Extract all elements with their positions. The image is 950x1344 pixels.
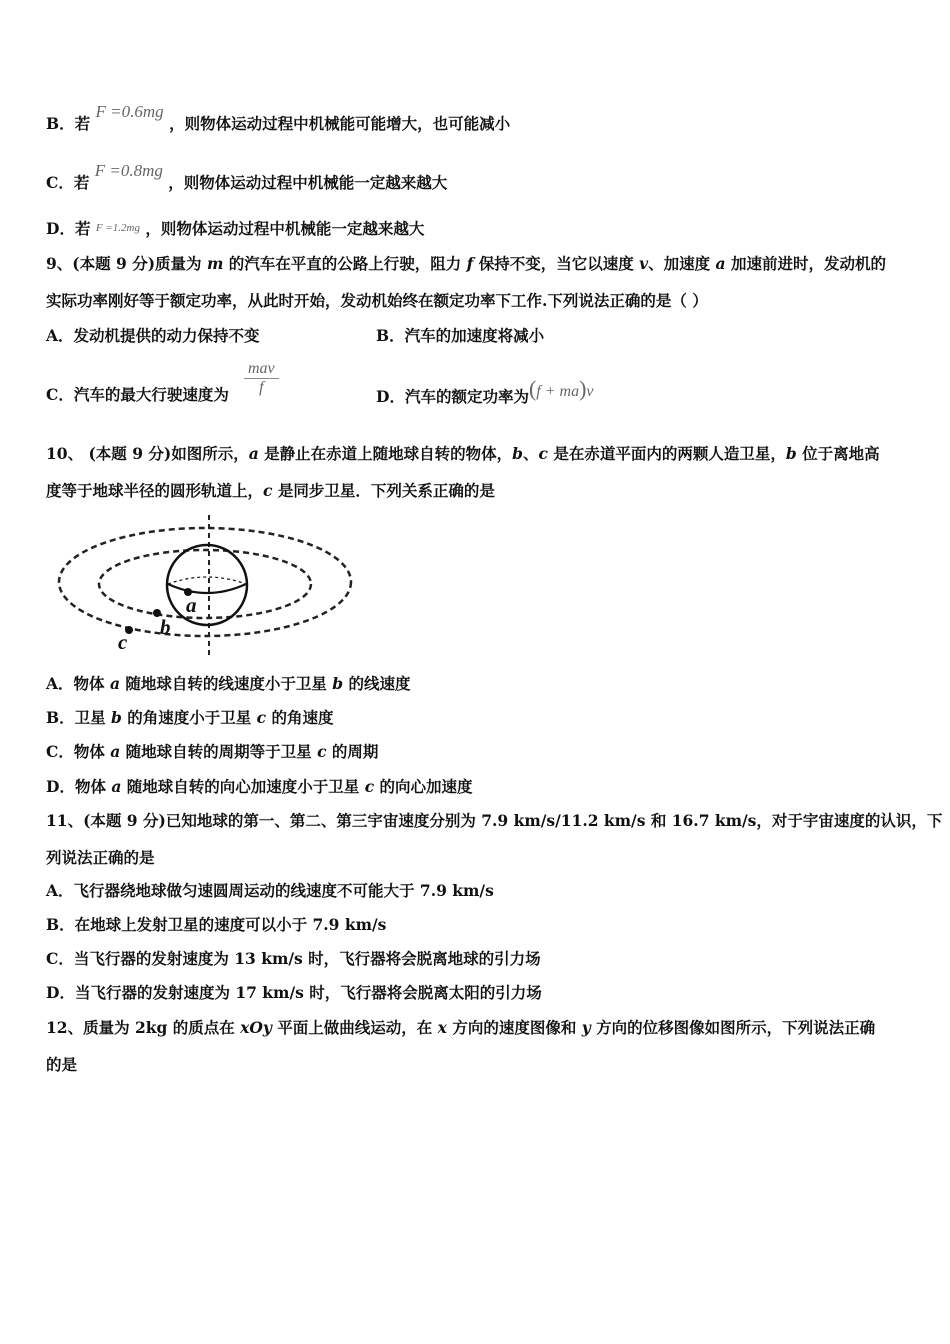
q10-text: 的角速度小于卫星: [121, 708, 257, 727]
paren-close: ): [579, 376, 587, 401]
q9-option-d-var-v: v: [586, 383, 594, 400]
q10-text: D．物体: [46, 777, 112, 796]
q10-text: 位于离地高: [796, 444, 880, 463]
q10-text: 的向心加速度: [374, 777, 473, 796]
q8-option-b-label: B．若: [46, 114, 91, 133]
q10-option-c: [46, 742, 378, 762]
orbit-diagram: [52, 512, 358, 658]
q8-option-d: [46, 219, 424, 241]
q12-text: 平面上做曲线运动，在: [271, 1018, 438, 1037]
q12-var-x: x: [437, 1018, 447, 1037]
q12-text: 12、质量为 2kg 的质点在: [46, 1018, 241, 1037]
q9-option-d-text: D．汽车的额定功率为: [376, 387, 529, 406]
q10-var-c: c: [256, 708, 267, 727]
q9-option-c-fraction: [244, 360, 279, 397]
q9-var-v: v: [639, 254, 649, 273]
q11-option-b: B．在地球上发射卫星的速度可以小于 7.9 km/s: [46, 915, 387, 934]
q9-option-a: A．发动机提供的动力保持不变: [46, 326, 260, 345]
label-c: c: [118, 630, 128, 654]
q9-var-m: m: [206, 254, 224, 273]
q10-var-c: c: [317, 742, 327, 761]
equator-back: [168, 577, 246, 584]
q10-text: 的线速度: [343, 674, 411, 693]
q10-text: A．物体: [46, 674, 110, 693]
q8-option-b-formula: F =0.6mg: [95, 102, 164, 121]
q10-text: 度等于地球半径的圆形轨道上，: [46, 481, 264, 500]
q9-var-a: a: [715, 254, 726, 273]
q11-option-d: D．当飞行器的发射速度为 17 km/s 时，飞行器将会脱离太阳的引力场: [46, 983, 542, 1002]
q10-text: 随地球自转的周期等于卫星: [120, 742, 318, 761]
q11-stem-line2: 列说法正确的是: [46, 848, 155, 867]
q10-var-c: c: [538, 444, 548, 463]
label-a: a: [186, 593, 197, 617]
q8-option-c-formula: F =0.8mg: [94, 161, 163, 180]
q10-var-a: a: [110, 742, 121, 761]
orbit-b: [99, 550, 311, 618]
q10-text: 10、 (本题 9 分)如图所示，: [46, 444, 249, 463]
q10-option-d: [46, 777, 473, 797]
q10-text: 随地球自转的线速度小于卫星: [119, 674, 333, 693]
q10-stem-line1: [46, 444, 880, 464]
q10-var-c: c: [263, 481, 273, 500]
q10-var-b: b: [512, 444, 524, 463]
q9-option-d: [376, 376, 594, 408]
q8-option-b-text: ，则物体运动过程中机械能可能增大，也可能减小: [169, 114, 511, 133]
q9-stem-line2: 实际功率刚好等于额定功率，从此时开始，发动机始终在额定功率下工作.下列说法正确的是（ ）: [46, 291, 708, 310]
q10-text: B．卫星: [46, 708, 111, 727]
q10-var-a: a: [111, 777, 122, 796]
q9-stem-line1: [46, 254, 886, 274]
q9-var-f: f: [466, 254, 474, 273]
q12-stem-line1: [46, 1018, 875, 1038]
q9-option-c-text: C．汽车的最大行驶速度为: [46, 385, 229, 404]
q12-var-xoy: xOy: [240, 1018, 272, 1037]
q9-option-c: [46, 385, 229, 405]
q10-var-b: b: [111, 708, 122, 727]
q9-option-b: B．汽车的加速度将减小: [376, 326, 545, 345]
q8-option-c-text: ，则物体运动过程中机械能一定越来越大: [168, 173, 448, 192]
q12-text: 方向的速度图像和: [446, 1018, 582, 1037]
q9-option-d-formula: f + ma: [536, 383, 580, 400]
q9-text: 9、(本题 9 分)质量为: [46, 254, 207, 273]
q9-text: 保持不变，当它以速度: [473, 254, 640, 273]
q10-text: 随地球自转的向心加速度小于卫星: [121, 777, 365, 796]
q10-option-a: [46, 674, 411, 694]
q8-option-d-formula: F =1.2mg: [95, 222, 140, 234]
q12-stem-line2: 的是: [46, 1055, 78, 1074]
q11-stem-line1: 11、(本题 9 分)已知地球的第一、第二、第三宇宙速度分别为 7.9 km/s/11.2 km/s 和 16.7 km/s，对于宇宙速度的认识，下: [46, 811, 943, 830]
q11-option-c: C．当飞行器的发射速度为 13 km/s 时，飞行器将会脱离地球的引力场: [46, 949, 541, 968]
q12-var-y: y: [581, 1018, 591, 1037]
q8-option-b: [46, 102, 511, 134]
q8-option-d-text: ，则物体运动过程中机械能一定越来越大: [145, 219, 425, 238]
q10-text: 的角速度: [266, 708, 334, 727]
q8-option-d-label: D．若: [46, 219, 91, 238]
q10-text: 是静止在赤道上随地球自转的物体，: [258, 444, 513, 463]
q10-var-b: b: [785, 444, 797, 463]
q9-text: 加速前进时，发动机的: [725, 254, 886, 273]
earth-circle: [167, 545, 247, 625]
q8-option-c-label: C．若: [46, 173, 90, 192]
fraction-numerator: mav: [244, 360, 279, 379]
q10-text: 是在赤道平面内的两颗人造卫星，: [547, 444, 786, 463]
q10-text: C．物体: [46, 742, 111, 761]
q10-stem-line2: [46, 481, 495, 501]
q9-text: 的汽车在平直的公路上行驶，阻力: [223, 254, 467, 273]
equator-front: [168, 584, 246, 593]
q10-var-a: a: [248, 444, 259, 463]
q10-option-b: [46, 708, 334, 728]
q10-var-b: b: [332, 674, 344, 693]
q9-text: 、加速度: [648, 254, 716, 273]
q12-text: 方向的位移图像如图所示，下列说法正确: [590, 1018, 876, 1037]
q10-text: 、: [523, 444, 539, 463]
q10-text: 的周期: [326, 742, 379, 761]
q10-var-c: c: [364, 777, 375, 796]
paren-open: (: [528, 376, 537, 401]
q10-var-a: a: [109, 674, 120, 693]
label-b: b: [160, 615, 171, 639]
q10-text: 是同步卫星．下列关系正确的是: [272, 481, 495, 500]
q8-option-c: [46, 161, 448, 193]
q11-option-a: A．飞行器绕地球做匀速圆周运动的线速度不可能大于 7.9 km/s: [46, 881, 494, 900]
fraction-denominator: f: [259, 379, 264, 396]
